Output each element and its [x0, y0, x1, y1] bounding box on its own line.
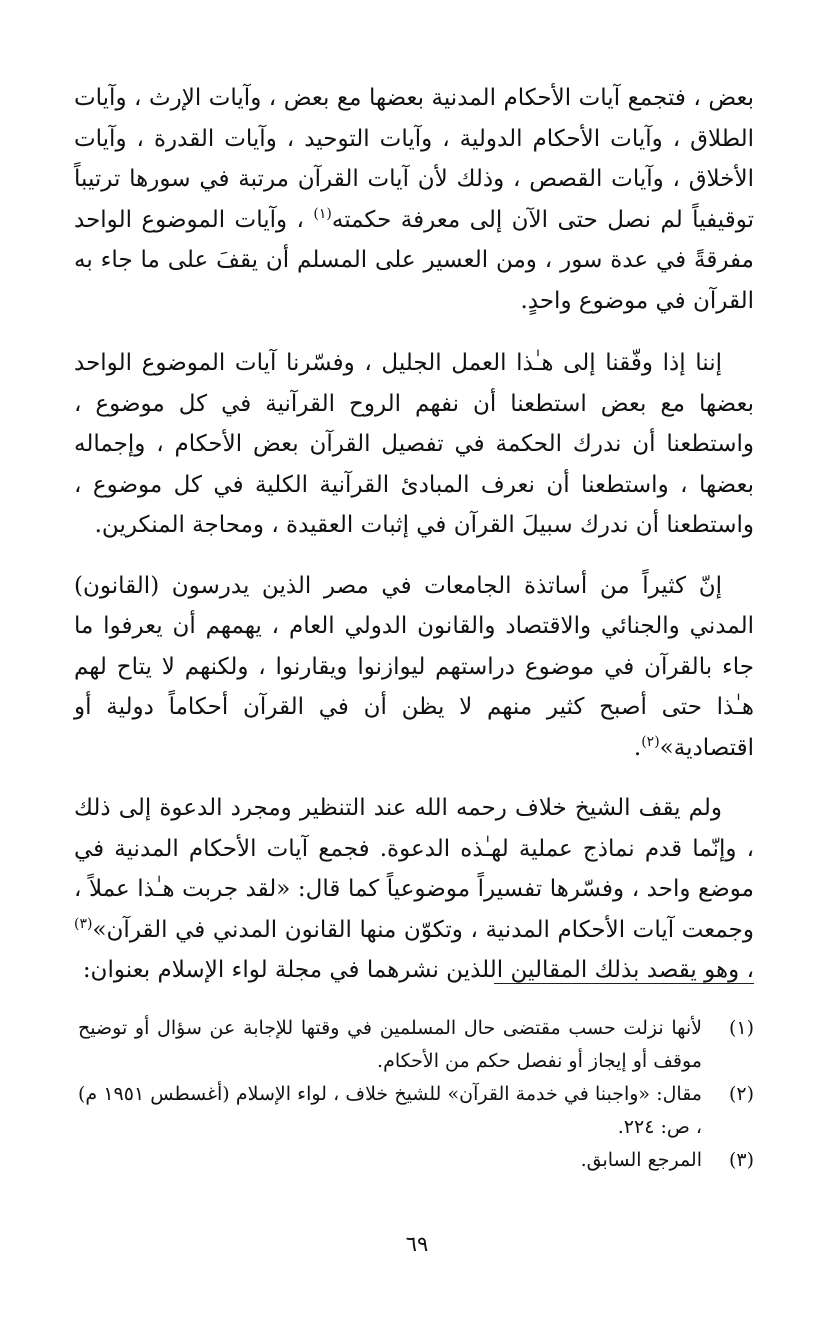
paragraph-4: [74, 788, 754, 991]
footnote-number: (٣): [728, 1149, 754, 1171]
footnote-ref-3: (٣): [74, 915, 93, 932]
footnote-text: المرجع السابق.: [580, 1149, 702, 1171]
paragraph-2: [74, 343, 754, 546]
footnote-number: (١): [728, 1017, 754, 1039]
paragraph-4-tail: ، وهو يقصد بذلك المقالين اللذين نشرهما في مجلة لواء الإسلام بعنوان:: [82, 957, 754, 983]
main-text: [74, 78, 754, 1011]
paragraph-2-text: إننا إذا وفّقنا إلى هـٰذا العمل الجليل ، وفسّرنا آيات الموضوع الواحد بعضها مع بعض استطعنا أن نفهم الروح القرآنية في كل موضوع ، واستطعنا أن ندرك الحكمة في تفصيل القرآن بعض الأحكام ، وإجماله بعضها ، واستطعنا أن نعرف المبادئ القرآنية الكلية في كل موضوع ، واستطعنا أن ندرك سبيلَ القرآن في إثبات العقيدة ، ومحاجة المنكرين.: [74, 350, 754, 538]
paragraph-1-text: بعض ، فتجمع آيات الأحكام المدنية بعضها مع بعض ، وآيات الإرث ، وآيات الطلاق ، وآيات الأحكام الدولية ، وآيات التوحيد ، وآيات القدرة ، وآيات الأخلاق ، وآيات القصص ، وذلك لأن آيات القرآن مرتبة في سورها ترتيباً توقيفياً لم نصل حتى الآن إلى معرفة حكمته: [74, 85, 754, 233]
footnote-ref-1: (١): [313, 205, 332, 222]
footnote-separator: [494, 983, 754, 984]
footnote-text: لأنها نزلت حسب مقتضى حال المسلمين في وقتها للإجابة عن سؤال أو توضيح موقف أو إيجاز أو نفصل حكم من الأحكام.: [78, 1017, 702, 1072]
paragraph-3: [74, 566, 754, 769]
page-number: ٦٩: [405, 1232, 429, 1256]
footnote-number: (٢): [728, 1083, 754, 1105]
paragraph-3-tail: .: [633, 734, 642, 761]
paragraph-1-tail: ، وآيات الموضوع الواحد مفرقةً في عدة سور ، ومن العسير على المسلم أن يقفَ على ما جاء به القرآن في موضوع واحدٍ.: [74, 206, 754, 314]
paragraph-3-text: إنّ كثيراً من أساتذة الجامعات في مصر الذين يدرسون (القانون) المدني والجنائي والاقتصاد والقانون الدولي العام ، يهمهم أن يعرفوا ما جاء بالقرآن في موضوع دراستهم ليوازنوا ويقارنوا ، ولكنهم لا يتاح لهم هـٰذا حتى أصبح كثير منهم لا يظن أن في القرآن أحكاماً دولية أو اقتصادية»: [74, 572, 754, 761]
footnote-2: [78, 1078, 754, 1144]
paragraph-1: [74, 78, 754, 321]
footnote-ref-2: (٢): [641, 733, 660, 750]
paragraph-4-text: ولم يقف الشيخ خلاف رحمه الله عند التنظير ومجرد الدعوة إلى ذلك ، وإنّما قدم نماذج عملية لهـٰذه الدعوة. فجمع آيات الأحكام المدنية في موضع واحد ، وفسّرها تفسيراً موضوعياً كما قال: «لقد جربت هـٰذا عملاً ، وجمعت آيات الأحكام المدنية ، وتكوّن منها القانون المدني في القرآن»: [74, 795, 754, 943]
footnote-1: [78, 1012, 754, 1078]
footnotes: [78, 1012, 754, 1177]
footnote-3: [78, 1144, 754, 1177]
footnote-text: مقال: «واجبنا في خدمة القرآن» للشيخ خلاف ، لواء الإسلام (أغسطس ١٩٥١ م) ، ص: ٢٢٤.: [78, 1083, 702, 1138]
